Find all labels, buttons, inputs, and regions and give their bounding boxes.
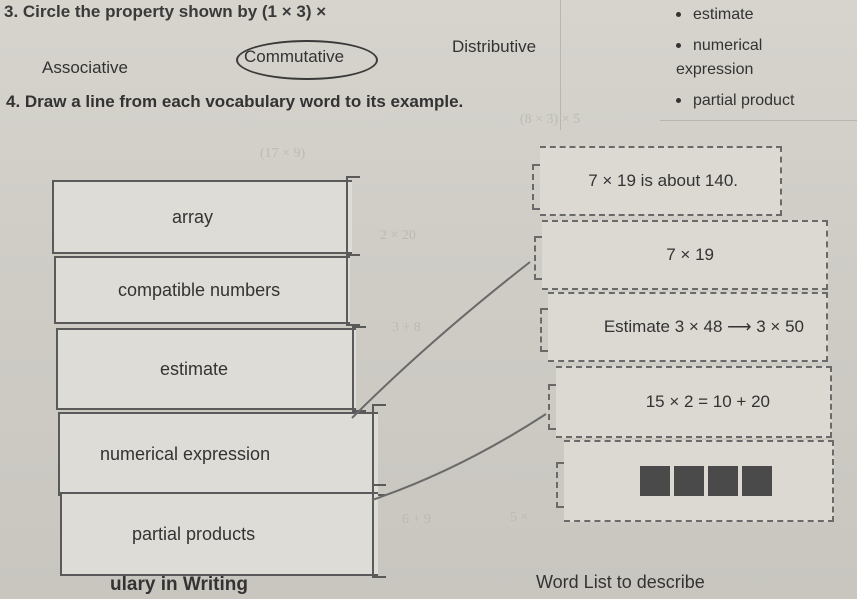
word-bank-divider — [660, 120, 857, 121]
array-square — [742, 466, 772, 496]
faint-mark: (8 × 3) × 5 — [520, 112, 581, 127]
footer-text: Word List to describe — [536, 572, 705, 592]
circled-answer-mark — [236, 40, 378, 80]
faint-mark: 3 + 8 — [392, 320, 421, 335]
bullet-icon — [676, 12, 681, 17]
bullet-icon — [676, 98, 681, 103]
word-bank-item: estimate — [676, 6, 753, 24]
option-commutative[interactable]: Commutative — [244, 47, 345, 66]
example-box-compatible[interactable]: Estimate 3 × 48 ⟶ 3 × 50 — [548, 292, 828, 362]
array-square — [674, 466, 704, 496]
square-array — [636, 466, 772, 496]
example-box-estimate-statement[interactable]: 7 × 19 is about 140. — [540, 146, 782, 216]
word-bank-item: numerical expression — [676, 37, 763, 78]
vocab-bracket — [372, 484, 386, 578]
vocab-bracket — [352, 326, 366, 412]
vocab-box-array[interactable]: array — [52, 180, 352, 254]
column-divider — [560, 0, 561, 130]
faint-mark: (17 × 9) — [260, 146, 306, 161]
faint-mark: 6 + 9 — [402, 512, 431, 527]
array-square — [640, 466, 670, 496]
array-square — [708, 466, 738, 496]
example-box-array[interactable] — [564, 440, 834, 522]
drawn-line — [372, 414, 546, 500]
vocab-bracket — [346, 176, 360, 256]
example-box-expression[interactable]: 7 × 19 — [542, 220, 828, 290]
vocab-box-estimate[interactable]: estimate — [56, 328, 356, 410]
faint-mark: 2 × 20 — [380, 228, 416, 243]
section-heading: ulary in Writing — [110, 574, 248, 595]
question-4-prompt: 4. Draw a line from each vocabulary word to its example. — [6, 92, 464, 111]
option-distributive[interactable]: Distributive — [452, 37, 537, 56]
example-box-partial-products[interactable]: 15 × 2 = 10 + 20 — [556, 366, 832, 438]
bullet-icon — [676, 43, 681, 48]
option-associative[interactable]: Associative — [42, 58, 128, 77]
vocab-box-partial-products[interactable]: partial products — [60, 492, 378, 576]
vocab-bracket — [372, 404, 386, 496]
faint-mark: 5 × — [510, 510, 529, 525]
vocab-box-compatible-numbers[interactable]: compatible numbers — [54, 256, 350, 324]
vocab-bracket — [346, 254, 360, 326]
vocab-box-numerical-expression[interactable]: numerical expression — [58, 412, 378, 496]
word-bank-item: partial product — [676, 92, 794, 110]
question-3-prompt: 3. Circle the property shown by (1 × 3) × — [4, 2, 327, 21]
drawn-line — [352, 262, 530, 418]
